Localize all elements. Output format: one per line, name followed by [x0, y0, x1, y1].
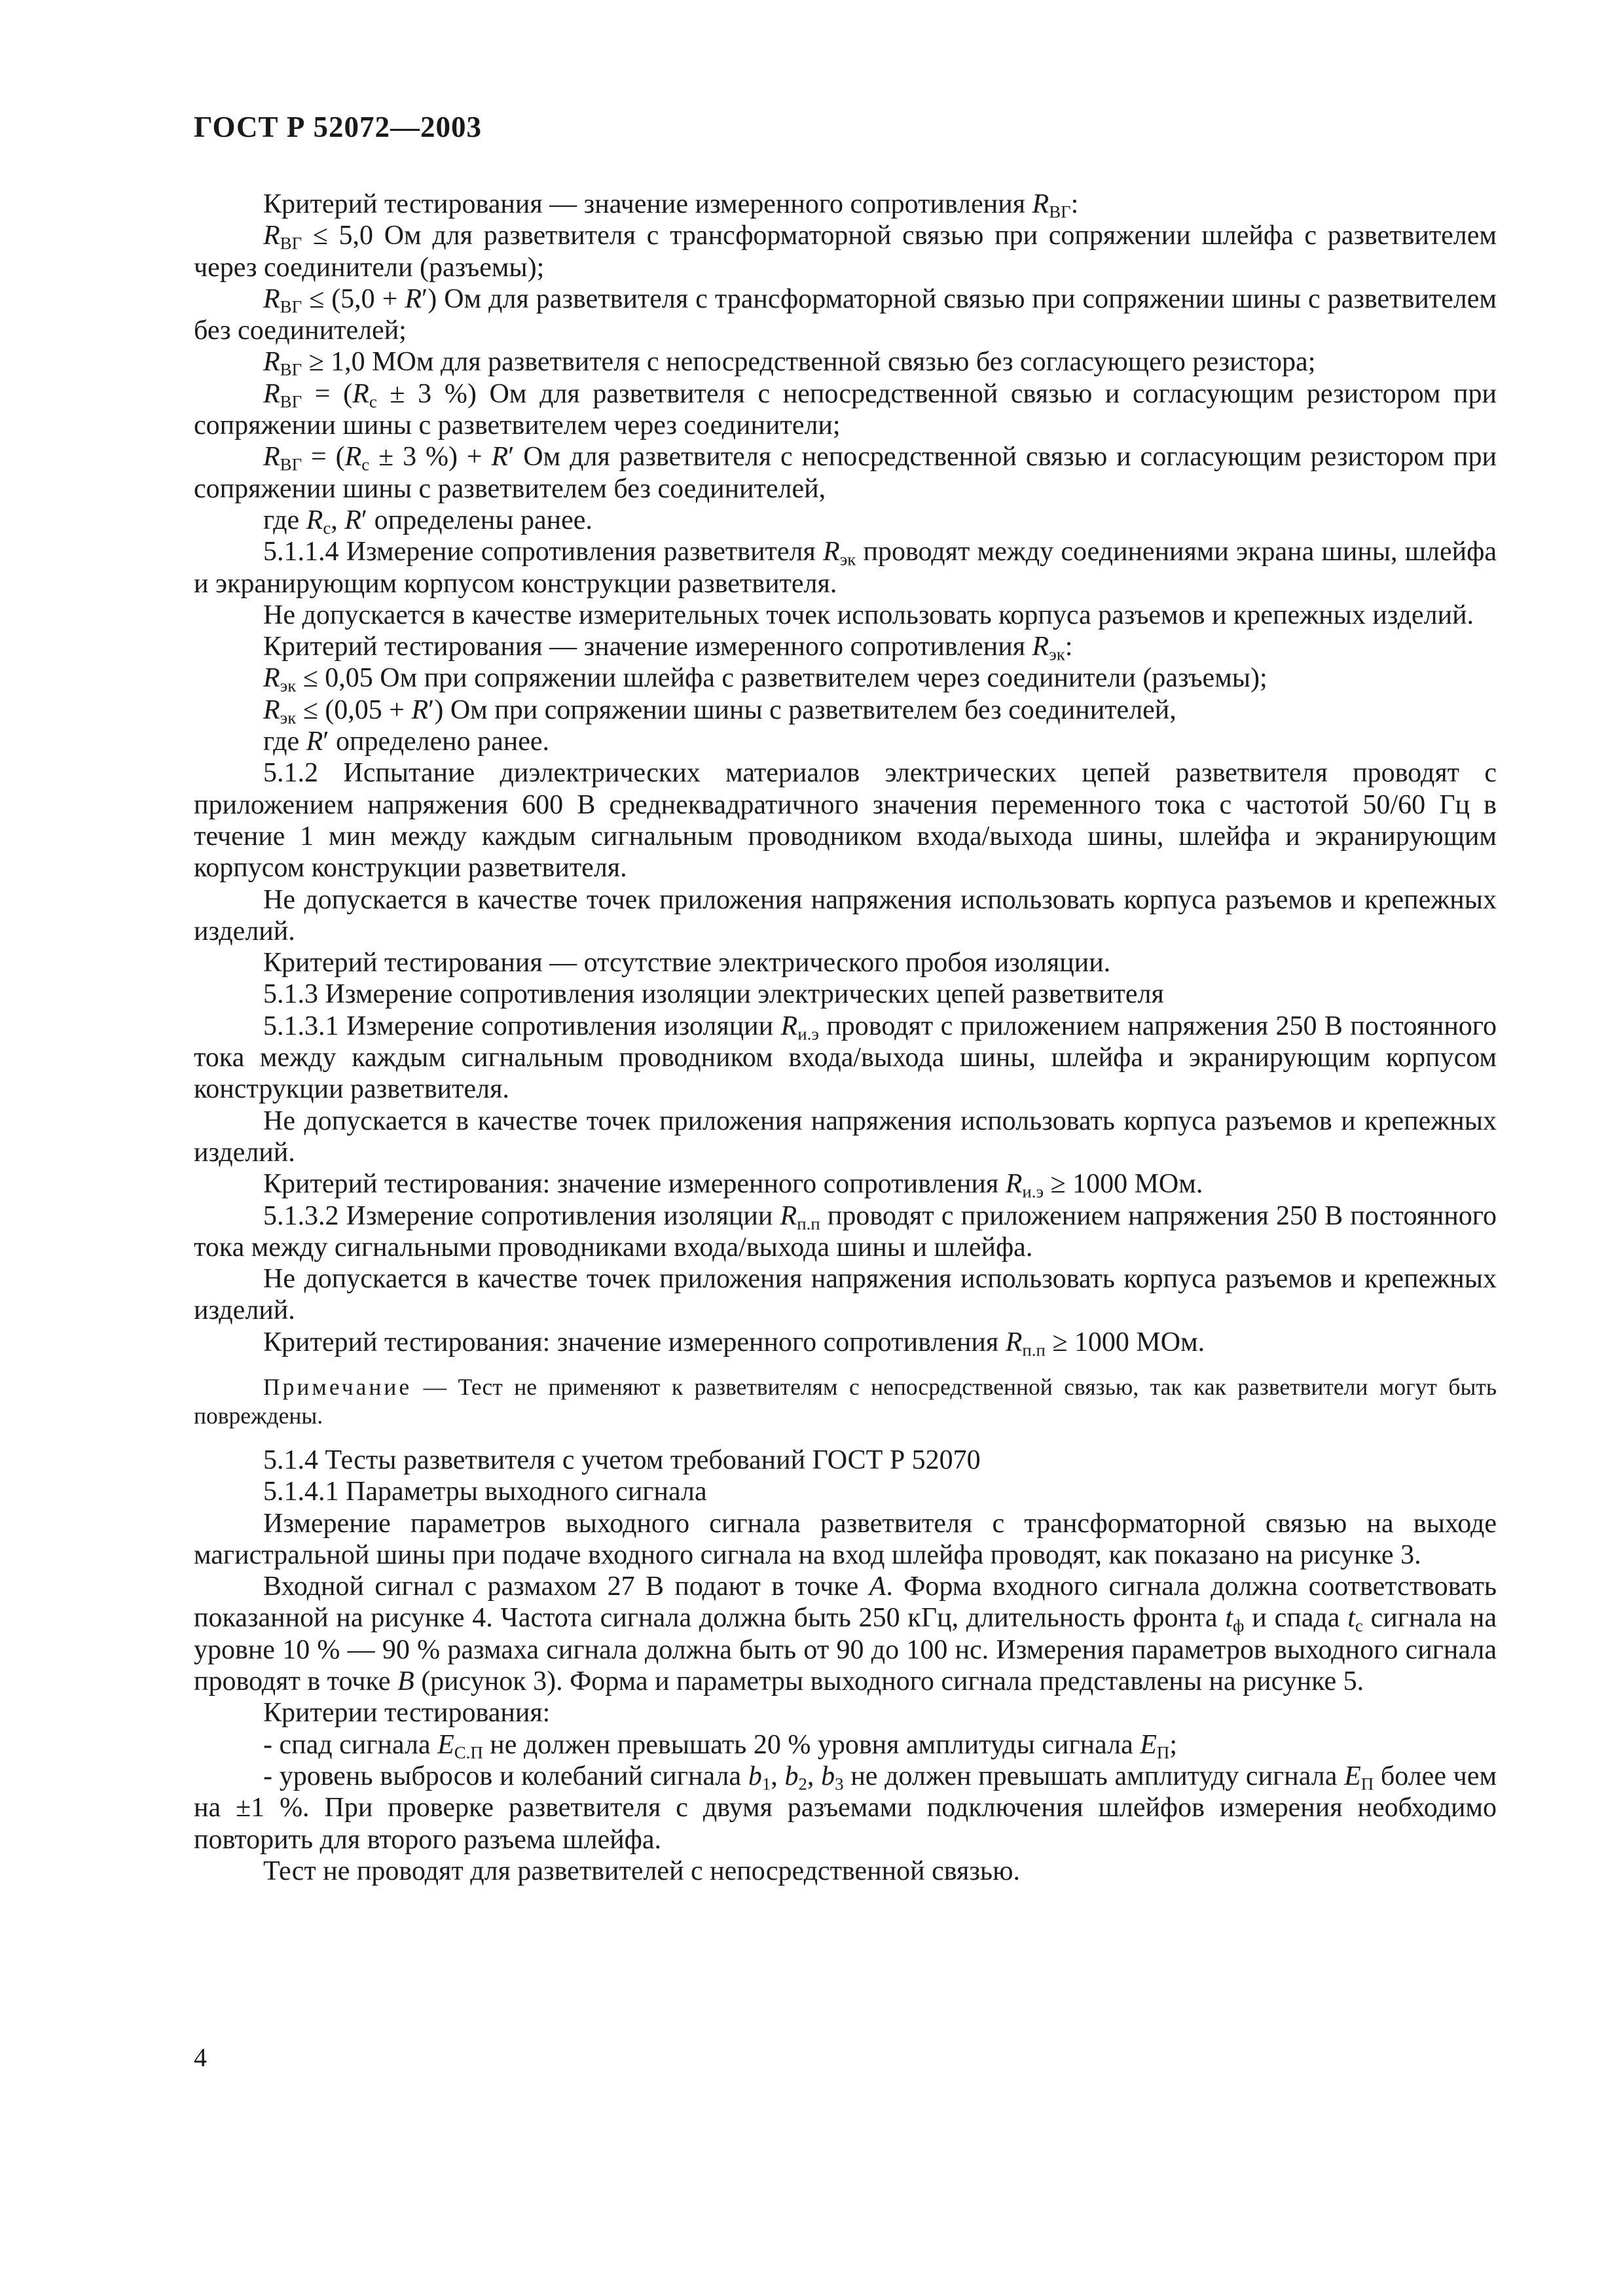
- note-label: Примечание: [263, 1373, 412, 1400]
- note: [194, 1372, 1497, 1430]
- paragraph-9: Не допускается в качестве измерительных точек использовать корпуса разъемов и крепежных изделий.: [263, 600, 1474, 630]
- paragraph-tests-1: 5.1.4 Тесты разветвителя с учетом требований ГОСТ Р 52070: [263, 1444, 981, 1475]
- document-header: ГОСТ Р 52072—2003: [194, 111, 483, 143]
- paragraph-tests-8: Тест не проводят для разветвителей с непосредственной связью.: [263, 1856, 1020, 1886]
- paragraph-12: $R_{эк} \le (0,05 + R')$ Ом при сопряжении шины с разветвителем без соединителей,: [263, 694, 1176, 728]
- paragraph-7: где $R_с$, R′ определены ранее.: [263, 505, 593, 538]
- paragraph-tests-4: Входной сигнал с размахом 27 В подают в точке A. Форма входного сигнала должна соответствовать показанной на рисунке 4. Частота сигнала должна быть 250 кГц, длительность фронта $t_ф$ и спада $t_с$ сигнала на уровне 10 % — 90 % размаха сигнала должна быть от 90 до 100 нс. Измерения параметров выходного сигнала проводят в точке B (рисунок 3). Форма и параметры выходного сигнала представлены на рисунке 5.: [194, 1571, 1497, 1697]
- paragraph-17: 5.1.3 Измерение сопротивления изоляции электрических цепей разветвителя: [263, 979, 1164, 1010]
- paragraph-2: $R_{ВГ} \le 5,0$ Ом для разветвителя с трансформаторной связью при сопряжении шлейфа с разветвителем через соединители (разъемы);: [194, 221, 1497, 283]
- paragraph-21: 5.1.3.2 Измерение сопротивления изоляции $R_{п.п}$ проводят с приложением напряжения 250 В постоянного тока между сигнальными проводниками входа/выхода шины и шлейфа.: [194, 1200, 1497, 1263]
- paragraph-16: Критерий тестирования — отсутствие электрического пробоя изоляции.: [263, 948, 1111, 978]
- paragraph-tests-3: Измерение параметров выходного сигнала разветвителя с трансформаторной связью на выходе магистральной шины при подаче входного сигнала на вход шлейфа проводят, как показано на рисунке 3.: [194, 1508, 1497, 1570]
- paragraph-19: Не допускается в качестве точек приложения напряжения использовать корпуса разъемов и крепежных изделий.: [194, 1105, 1497, 1168]
- paragraph-tests-7: - уровень выбросов и колебаний сигнала $b_1$, $b_2$, $b_3$ не должен превышать амплитуду сигнала $E_П$ более чем на ±1 %. При проверке разветвителя с двумя разъемами подключения шлейфов измерения необходимо повторить для второго разъема шлейфа.: [194, 1761, 1497, 1855]
- paragraph-tests-2: 5.1.4.1 Параметры выходного сигнала: [263, 1477, 707, 1507]
- paragraph-1: Критерий тестирования — значение измеренного сопротивления $R_{ВГ}$:: [263, 189, 1079, 222]
- section-main: [194, 188, 1497, 1358]
- paragraph-18: 5.1.3.1 Измерение сопротивления изоляции $R_{и.э}$ проводят с приложением напряжения 250 В постоянного тока между каждым сигнальным проводником входа/выхода шины, шлейфа и экранирующим корпусом конструкции разветвителя.: [194, 1011, 1497, 1105]
- paragraph-10: Критерий тестирования — значение измеренного сопротивления $R_{эк}$:: [263, 632, 1073, 664]
- paragraph-15: Не допускается в качестве точек приложения напряжения использовать корпуса разъемов и крепежных изделий.: [194, 884, 1497, 946]
- note-text: — Тест не применяют к разветвителям с непосредственной связью, так как разветвители могут быть повреждены.: [194, 1373, 1497, 1429]
- paragraph-6: $R_{ВГ} = (R_с \pm 3$ %) + R′ Ом для разветвителя с непосредственной связью и согласующим резистором при сопряжении шины с разветвителем без соединителей,: [194, 442, 1497, 504]
- paragraph-tests-6: - спад сигнала $E_{С.П}$ не должен превышать 20 % уровня амплитуды сигнала $E_П$;: [263, 1729, 1177, 1763]
- paragraph-5: $R_{ВГ} = (R_с \pm 3$ %) Ом для разветвителя с непосредственной связью и согласующим резистором при сопряжении шины с разветвителем через соединители;: [194, 378, 1497, 441]
- paragraph-23: Критерий тестирования: значение измеренного сопротивления $R_{п.п} \ge 1000$ МОм.: [263, 1327, 1205, 1360]
- paragraph-4: $R_{ВГ} \ge 1,0$ МОм для разветвителя с непосредственной связью без согласующего резистора;: [263, 347, 1316, 380]
- document-body: [194, 188, 1497, 1887]
- section-tests: [194, 1444, 1497, 1887]
- paragraph-14: 5.1.2 Испытание диэлектрических материалов электрических цепей разветвителя проводят с приложением напряжения 600 В среднеквадратичного значения переменного тока с частотой 50/60 Гц в течение 1 мин между каждым сигнальным проводником входа/выхода шины, шлейфа и экранирующим корпусом конструкции разветвителя.: [194, 758, 1497, 884]
- paragraph-8: 5.1.1.4 Измерение сопротивления разветвителя $R_{эк}$ проводят между соединениями экрана шины, шлейфа и экранирующим корпусом конструкции разветвителя.: [194, 537, 1497, 599]
- paragraph-11: $R_{эк} \le 0,05$ Ом при сопряжении шлейфа с разветвителем через соединители (разъемы);: [263, 663, 1267, 696]
- paragraph-tests-5: Критерии тестирования:: [263, 1698, 551, 1729]
- paragraph-22: Не допускается в качестве точек приложения напряжения использовать корпуса разъемов и крепежных изделий.: [194, 1264, 1497, 1326]
- paragraph-20: Критерий тестирования: значение измеренного сопротивления $R_{и.э} \ge 1000$ МОм.: [263, 1169, 1203, 1202]
- page-number: 4: [194, 2043, 207, 2072]
- paragraph-13: где R′ определено ранее.: [263, 726, 550, 757]
- paragraph-3: $R_{ВГ} \le (5,0 + R')$ Ом для разветвителя с трансформаторной связью при сопряжении шины с разветвителем без соединителей;: [194, 283, 1497, 346]
